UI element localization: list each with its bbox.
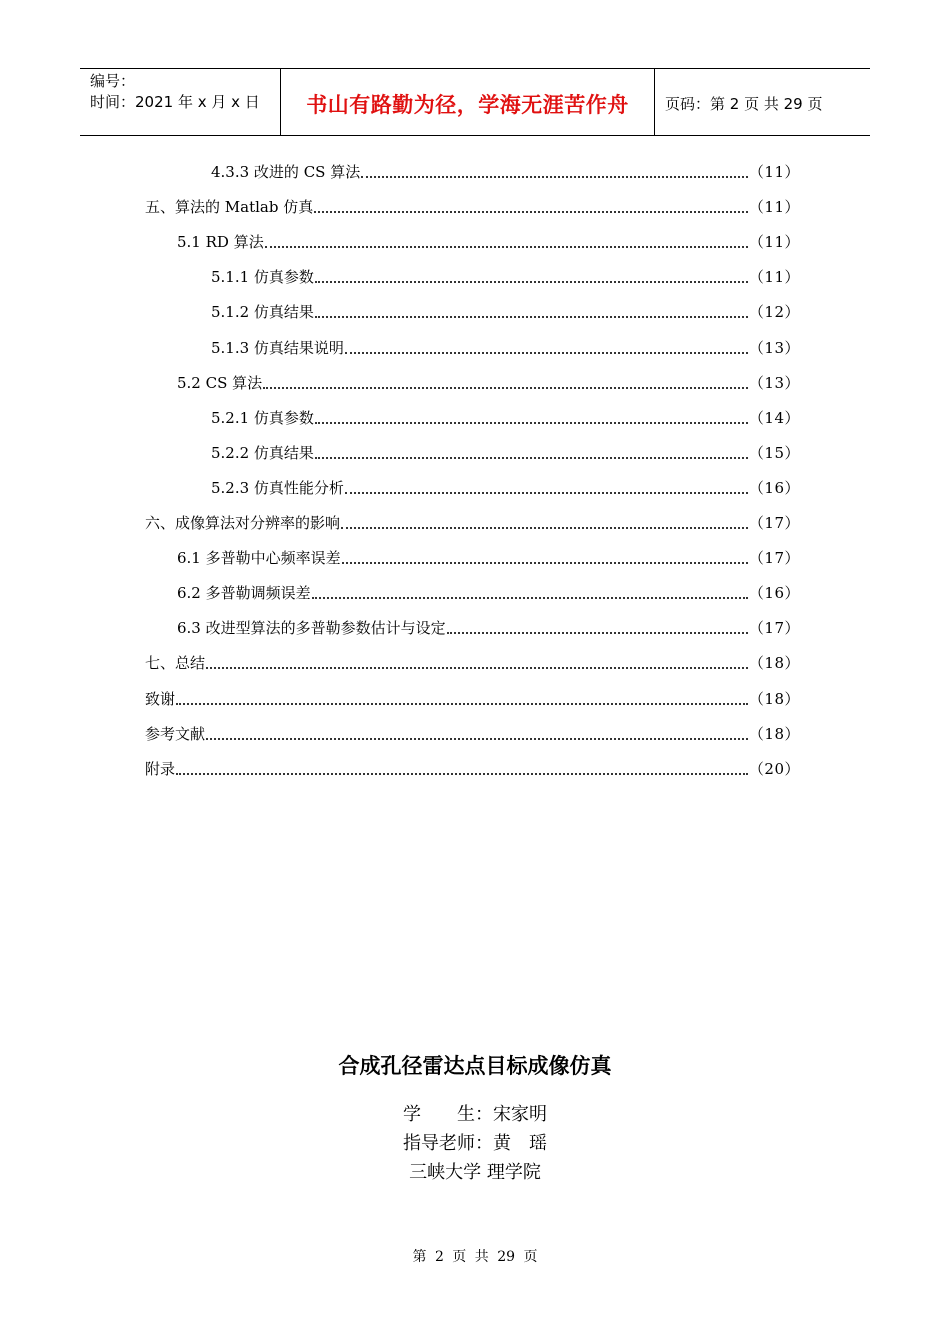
toc-entry (177, 369, 800, 393)
toc-entry-page: （17） (748, 514, 800, 532)
toc-leader-dots (361, 175, 748, 178)
toc-entry (177, 228, 800, 252)
page-header (80, 68, 870, 136)
toc-leader-dots (206, 737, 748, 740)
toc-entry-page: （16） (748, 478, 800, 497)
toc-leader-dots (341, 526, 748, 529)
toc-entry (145, 720, 800, 744)
header-code-label: 编号： (90, 72, 136, 90)
toc-entry (211, 263, 800, 287)
toc-entry-page: （18） (748, 654, 800, 673)
toc-leader-dots (314, 210, 748, 213)
toc-leader-dots (342, 561, 748, 564)
toc-entry-title: 致谢 (145, 689, 176, 708)
toc-entry-page: （12） (748, 303, 800, 322)
toc-entry-page: （14） (748, 408, 800, 427)
toc-entry (145, 755, 800, 779)
toc-entry-title: 5.1.1 仿真参数 (211, 268, 314, 287)
toc-entry (211, 474, 800, 498)
toc-entry-title: 附录 (145, 759, 176, 778)
toc-entry-page: （17） (748, 549, 800, 568)
toc-entry-title: 5.2.3 仿真性能分析 (211, 478, 344, 497)
toc-entry (145, 649, 800, 673)
toc-entry-page: （16） (748, 584, 800, 603)
toc-entry-title: 5.1 RD 算法 (177, 233, 264, 252)
toc-entry-title: 五、算法的 Matlab 仿真 (145, 198, 314, 217)
toc-entry-page: （13） (748, 338, 800, 357)
toc-entry-title: 5.1.3 仿真结果说明 (211, 338, 344, 357)
toc-entry-title: 参考文献 (145, 724, 206, 743)
toc-leader-dots (315, 421, 748, 424)
toc-entry (145, 509, 800, 533)
toc-leader-dots (447, 631, 748, 634)
toc-leader-dots (176, 702, 748, 705)
toc-leader-dots (315, 280, 748, 283)
toc-entry (211, 439, 800, 463)
toc-entry (177, 614, 800, 638)
toc-entry-page: （18） (748, 724, 800, 743)
toc-entry (145, 685, 800, 709)
toc-entry-page: （18） (748, 689, 800, 708)
toc-leader-dots (345, 351, 748, 354)
toc-entry-title: 6.3 改进型算法的多普勒参数估计与设定 (177, 619, 446, 638)
header-page-info: 页码：第 2 页 共 29 页 (665, 94, 823, 113)
toc-leader-dots (312, 596, 748, 599)
toc-entry (211, 334, 800, 358)
toc-entry-page: （11） (748, 268, 800, 287)
toc-entry-page: （11） (748, 198, 800, 217)
toc-entry-title: 4.3.3 改进的 CS 算法 (211, 163, 361, 181)
header-meta (80, 69, 281, 135)
school-line: 三峡大学 理学院 (409, 1162, 541, 1183)
toc-leader-dots (176, 772, 748, 775)
toc-entry (145, 193, 800, 217)
toc-entry-title: 六、成像算法对分辨率的影响 (145, 514, 341, 532)
toc-entry (177, 579, 800, 603)
toc-entry-title: 5.2.1 仿真参数 (211, 408, 314, 427)
toc-entry (211, 404, 800, 428)
toc-entry-page: （11） (748, 163, 800, 181)
toc-entry-page: （15） (748, 443, 800, 462)
toc-leader-dots (315, 315, 748, 318)
toc-leader-dots (263, 386, 748, 389)
page-footer: 第 2 页 共 29 页 (412, 1249, 538, 1265)
toc-leader-dots (315, 456, 748, 459)
toc-leader-dots (345, 491, 748, 494)
toc-entry-title: 5.2.2 仿真结果 (211, 443, 314, 462)
header-motto: 书山有路勤为径，学海无涯苦作舟 (281, 69, 655, 135)
student-line: 学 生：宋家明 (403, 1104, 547, 1125)
toc-entry-title: 6.2 多普勒调频误差 (177, 584, 311, 603)
toc-entry (211, 298, 800, 322)
header-time: 时间：2021 年 x 月 x 日 (90, 93, 260, 111)
toc-entry-title: 七、总结 (145, 654, 206, 673)
toc-entry (177, 544, 800, 568)
toc-entry-title: 6.1 多普勒中心频率误差 (177, 549, 341, 568)
advisor-line: 指导老师：黄 瑶 (403, 1133, 547, 1154)
toc-entry (211, 158, 800, 182)
toc-entry-page: （17） (748, 619, 800, 638)
toc-entry-page: （13） (748, 373, 800, 392)
toc-leader-dots (206, 666, 748, 669)
toc-entry-title: 5.2 CS 算法 (177, 373, 263, 392)
toc-entry-page: （11） (748, 233, 800, 252)
toc-entry-title: 5.1.2 仿真结果 (211, 303, 314, 322)
toc-entry-page: （20） (748, 759, 800, 778)
paper-title: 合成孔径雷达点目标成像仿真 (338, 1054, 612, 1078)
toc-leader-dots (265, 245, 748, 248)
